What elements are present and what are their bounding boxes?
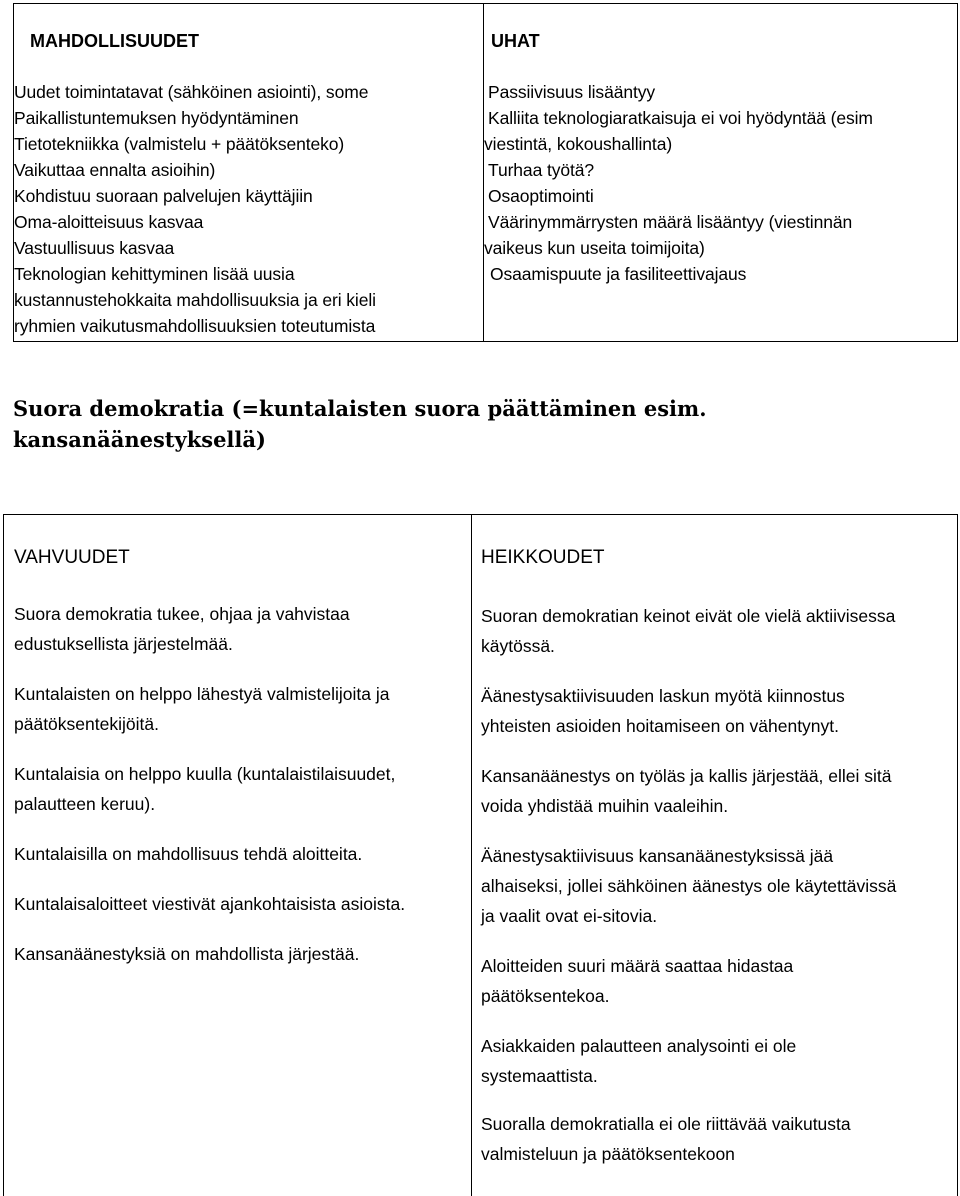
strength-paragraph bbox=[14, 839, 362, 869]
threat-line: Kalliita teknologiaratkaisuja ei voi hyödyntää (esim bbox=[488, 108, 873, 128]
strength-paragraph bbox=[14, 759, 395, 819]
strength-paragraph bbox=[14, 599, 350, 659]
paragraph-line: Suoralla demokratialla ei ole riittävää vaikutusta bbox=[481, 1114, 851, 1134]
paragraph-line: alhaiseksi, jollei sähköinen äänestys ole käytettävissä bbox=[481, 876, 897, 896]
opportunity-line: Paikallistuntemuksen hyödyntäminen bbox=[14, 108, 299, 128]
paragraph-line: päätöksentekijöitä. bbox=[14, 714, 159, 734]
opportunities-threats-table bbox=[13, 3, 958, 342]
opportunity-line: Teknologian kehittyminen lisää uusia bbox=[14, 264, 295, 284]
threat-line: Osaamispuute ja fasiliteettivajaus bbox=[490, 264, 747, 284]
paragraph-line: Kansanäänestyksiä on mahdollista järjestää. bbox=[14, 944, 360, 964]
paragraph-line: edustuksellista järjestelmää. bbox=[14, 634, 233, 654]
strengths-weaknesses-table bbox=[3, 514, 958, 1196]
weakness-paragraph bbox=[481, 761, 892, 821]
threat-line: viestintä, kokoushallinta) bbox=[484, 134, 673, 154]
paragraph-line: Aloitteiden suuri määrä saattaa hidastaa bbox=[481, 956, 794, 976]
threats-list bbox=[484, 79, 873, 287]
paragraph-line: Kansanäänestys on työläs ja kallis järjestää, ellei sitä bbox=[481, 766, 892, 786]
weakness-paragraph bbox=[481, 1031, 796, 1091]
paragraph-line: Kuntalaisaloitteet viestivät ajankohtaisista asioista. bbox=[14, 894, 406, 914]
paragraph-line: Suoran demokratian keinot eivät ole vielä aktiivisessa bbox=[481, 606, 896, 626]
threats-heading: UHAT bbox=[491, 31, 540, 51]
paragraph-line: voida yhdistää muihin vaaleihin. bbox=[481, 796, 729, 816]
strength-paragraph bbox=[14, 939, 359, 969]
paragraph-line: Kuntalaisilla on mahdollisuus tehdä aloitteita. bbox=[14, 844, 363, 864]
paragraph-line: Asiakkaiden palautteen analysointi ei ole bbox=[481, 1036, 797, 1056]
opportunity-line: Kohdistuu suoraan palvelujen käyttäjiin bbox=[14, 186, 313, 206]
opportunity-line: Tietotekniikka (valmistelu + päätöksenteko) bbox=[14, 134, 345, 154]
weakness-paragraph bbox=[481, 681, 845, 741]
weakness-paragraph bbox=[481, 601, 895, 661]
paragraph-line: yhteisten asioiden hoitamiseen on vähentynyt. bbox=[481, 716, 840, 736]
paragraph-line: ja vaalit ovat ei-sitovia. bbox=[481, 906, 658, 926]
opportunity-line: kustannustehokkaita mahdollisuuksia ja eri kieli bbox=[14, 290, 376, 310]
opportunity-line: Uudet toimintatavat (sähköinen asiointi), some bbox=[14, 82, 369, 102]
section-title-line: Suora demokratia (=kuntalaisten suora päättäminen esim. bbox=[13, 396, 707, 421]
threat-line: Väärinymmärrysten määrä lisääntyy (viestinnän bbox=[488, 212, 853, 232]
paragraph-line: päätöksentekoa. bbox=[481, 986, 610, 1006]
opportunity-line: Oma-aloitteisuus kasvaa bbox=[14, 212, 204, 232]
opportunity-line: ryhmien vaikutusmahdollisuuksien toteutumista bbox=[14, 316, 376, 336]
strength-paragraph bbox=[14, 679, 390, 739]
section-title-line: kansanäänestyksellä) bbox=[13, 427, 266, 452]
threat-line: vaikeus kun useita toimijoita) bbox=[484, 238, 705, 258]
paragraph-line: käytössä. bbox=[481, 636, 555, 656]
paragraph-line: Äänestysaktiivisuuden laskun myötä kiinnostus bbox=[481, 686, 845, 706]
paragraph-line: systemaattista. bbox=[481, 1066, 598, 1086]
opportunity-line: Vastuullisuus kasvaa bbox=[14, 238, 175, 258]
paragraph-line: palautteen keruu). bbox=[14, 794, 156, 814]
weaknesses-heading: HEIKKOUDET bbox=[481, 547, 605, 568]
weakness-paragraph bbox=[481, 841, 896, 931]
weakness-paragraph bbox=[481, 951, 793, 1011]
opportunity-line: Vaikuttaa ennalta asioihin) bbox=[14, 160, 216, 180]
strength-paragraph bbox=[14, 889, 405, 919]
strengths-heading: VAHVUUDET bbox=[14, 547, 130, 568]
opportunities-heading: MAHDOLLISUUDET bbox=[30, 31, 199, 51]
paragraph-line: Suora demokratia tukee, ohjaa ja vahvistaa bbox=[14, 604, 350, 624]
threat-line: Passiivisuus lisääntyy bbox=[488, 82, 656, 102]
threat-line: Osaoptimointi bbox=[488, 186, 594, 206]
paragraph-line: Kuntalaisten on helppo lähestyä valmistelijoita ja bbox=[14, 684, 390, 704]
section-title bbox=[13, 393, 707, 455]
paragraph-line: Kuntalaisia on helppo kuulla (kuntalaistilaisuudet, bbox=[14, 764, 396, 784]
paragraph-line: valmisteluun ja päätöksentekoon bbox=[481, 1144, 735, 1164]
paragraph-line: Äänestysaktiivisuus kansanäänestyksissä jää bbox=[481, 846, 834, 866]
column-divider bbox=[471, 515, 472, 1196]
threat-line: Turhaa työtä? bbox=[488, 160, 595, 180]
opportunities-list bbox=[14, 79, 376, 339]
weakness-paragraph bbox=[481, 1109, 851, 1169]
